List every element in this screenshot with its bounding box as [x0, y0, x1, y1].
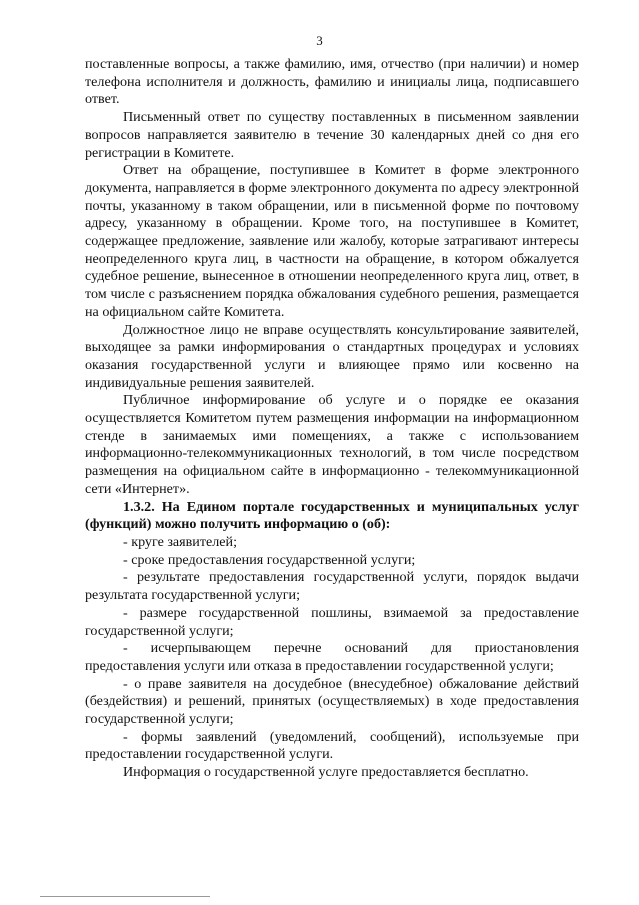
list-item: - сроке предоставления государственной услуги;: [123, 551, 416, 568]
paragraph: поставленные вопросы, а также фамилию, имя, отчество (при наличии) и номер телефона исполнителя и должность, фамилию и инициалы лица, подписавшего ответ.: [85, 56, 579, 108]
document-body: [85, 56, 579, 782]
paragraph: Публичное информирование об услуге и о порядке ее оказания осуществляется Комитетом путем размещения информации на информационном стенде в занимаемых ими помещениях, а также с использованием информационно-телекоммуникационных технологий, в том числе посредством размещения на официальном сайте в информационно - телекоммуникационной сети «Интернет».: [85, 392, 579, 497]
scan-edge-line: [40, 896, 210, 897]
paragraph: Ответ на обращение, поступившее в Комитет в форме электронного документа, направляется в форме электронного документа по адресу электронной почты, указанному в таком обращении, или в письменной форме по почтовому адресу, указанному в обращении. Кроме того, на поступившее в Комитет, содержащее предложение, заявление или жалобу, которые затрагивают интересы неопределенного круга лиц, в частности на обращение, в котором обжалуется судебное решение, вынесенное в отношении неопределенного круга лиц, ответ, в том числе с разъяснением порядка обжалования судебного решения, размещается на официальном сайте Комитета.: [85, 162, 579, 320]
list-item: - размере государственной пошлины, взимаемой за предоставление государственной услуги;: [85, 604, 579, 639]
section-heading: 1.3.2. На Едином портале государственных и муниципальных услуг (функций) можно получить информацию о (об):: [85, 498, 579, 533]
closing-paragraph: Информация о государственной услуге предоставляется бесплатно.: [123, 764, 529, 781]
page-number: 3: [316, 33, 323, 48]
list-item: - исчерпывающем перечне оснований для приостановления предоставления услуги или отказа в предоставлении государственной услуги;: [85, 640, 579, 674]
list-item: - круге заявителей;: [123, 533, 238, 550]
list-item: - о праве заявителя на досудебное (внесудебное) обжалование действий (бездействия) и решений, принятых (осуществляемых) в ходе предоставления государственной услуги;: [85, 675, 579, 728]
list-item: - результате предоставления государственной услуги, порядок выдачи результата государственной услуги;: [85, 569, 579, 604]
paragraph: Должностное лицо не вправе осуществлять консультирование заявителей, выходящее за рамки информирования о стандартных процедурах и условиях оказания государственной услуги и влияющее прямо или косвенно на индивидуальные решения заявителей.: [85, 321, 579, 391]
list-item: - формы заявлений (уведомлений, сообщений), используемые при предоставлении государственной услуги.: [85, 728, 579, 763]
paragraph: Письменный ответ по существу поставленных в письменном заявлении вопросов направляется заявителю в течение 30 календарных дней со дня его регистрации в Комитете.: [85, 109, 579, 161]
